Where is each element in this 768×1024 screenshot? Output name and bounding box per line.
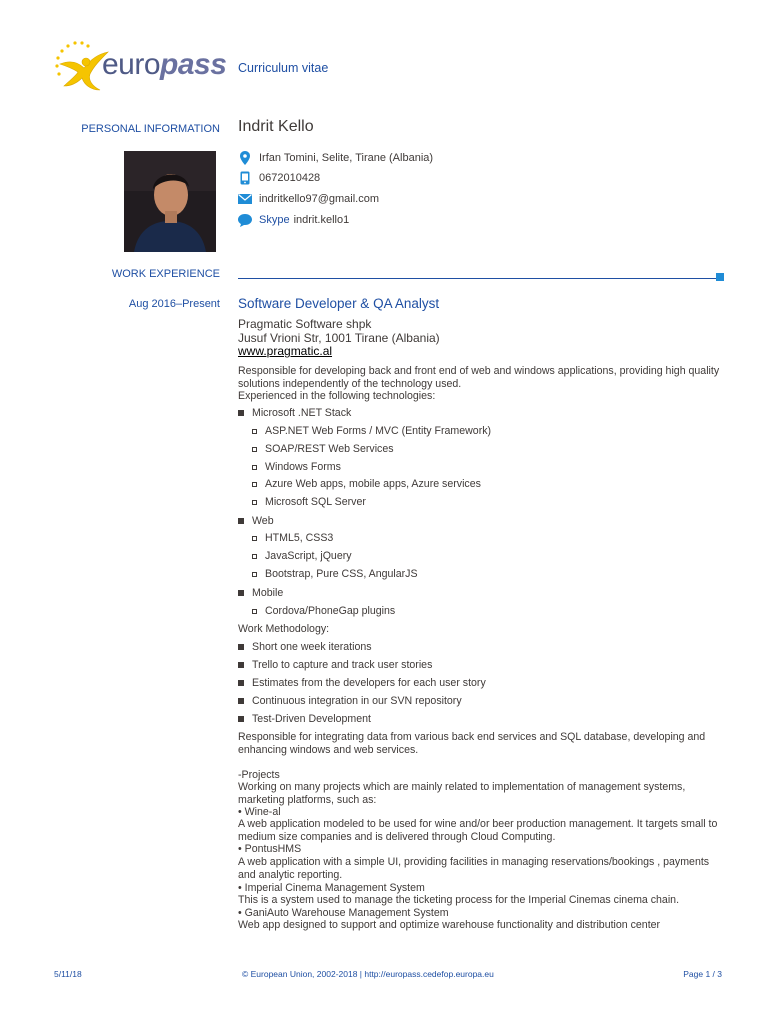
tech-group [238, 515, 274, 528]
hollow-square-bullet-icon [252, 536, 257, 541]
tech-group-label: Microsoft .NET Stack [252, 407, 352, 419]
hollow-square-bullet-icon [252, 482, 257, 487]
tech-item [252, 550, 352, 563]
employer-name: Pragmatic Software shpk [238, 317, 372, 331]
profile-photo [124, 151, 216, 252]
projects-intro: Working on many projects which are mainly related to implementation of management systems, marketing platforms, such as: [238, 781, 686, 806]
methodology-item-label: Continuous integration in our SVN repository [252, 695, 462, 707]
email-envelope-icon [238, 192, 252, 206]
person-name: Indrit Kello [238, 118, 314, 135]
job-intro-technologies: Experienced in the following technologies: [238, 390, 436, 402]
methodology-item-label: Short one week iterations [252, 641, 372, 653]
tech-item-label: Bootstrap, Pure CSS, AngularJS [265, 568, 418, 580]
tech-item [252, 443, 394, 456]
methodology-item [238, 659, 432, 672]
tech-item [252, 425, 491, 438]
methodology-item-label: Test-Driven Development [252, 713, 371, 725]
chat-bubble-icon [238, 213, 252, 227]
tech-group [238, 407, 351, 420]
integration-paragraph: Responsible for integrating data from various back end services and SQL database, developing and enhancing windows and web services. [238, 731, 706, 756]
logo-word-euro: euro [102, 48, 161, 81]
project-name: • PontusHMS [238, 843, 302, 855]
address-line [238, 150, 433, 166]
phone-text: 0672010428 [259, 172, 321, 184]
work-experience-label: WORK EXPERIENCE [111, 268, 220, 280]
hollow-square-bullet-icon [252, 554, 257, 559]
footer-page-number: Page 1 / 3 [683, 969, 722, 979]
tech-item [252, 605, 395, 618]
filled-square-bullet-icon [238, 518, 244, 524]
profile-photo-image [124, 151, 216, 252]
methodology-item [238, 695, 462, 708]
tech-item-label: JavaScript, jQuery [265, 550, 352, 562]
logo-word-pass: pass [160, 48, 227, 81]
project-name: • GaniAuto Warehouse Management System [238, 907, 449, 919]
hollow-square-bullet-icon [252, 609, 257, 614]
job-date-range: Aug 2016–Present [128, 298, 220, 310]
project-name: • Wine-al [238, 806, 281, 818]
address-text: Irfan Tomini, Selite, Tirane (Albania) [259, 152, 434, 164]
skype-line [238, 212, 349, 228]
email-text[interactable]: indritkello97@gmail.com [259, 193, 379, 205]
filled-square-bullet-icon [238, 698, 244, 704]
tech-group [238, 587, 283, 600]
location-pin-icon [238, 151, 252, 165]
tech-item [252, 532, 333, 545]
tech-item-label: Windows Forms [265, 461, 341, 473]
methodology-item [238, 677, 486, 690]
project-description: Web app designed to support and optimize warehouse functionality and distribution center [238, 919, 661, 931]
document-title: Curriculum vitae [238, 61, 329, 75]
projects-label: -Projects [238, 769, 280, 781]
filled-square-bullet-icon [238, 680, 244, 686]
tech-item-label: SOAP/REST Web Services [265, 443, 394, 455]
hollow-square-bullet-icon [252, 447, 257, 452]
job-title: Software Developer & QA Analyst [238, 296, 440, 311]
hollow-square-bullet-icon [252, 465, 257, 470]
employer-address: Jusuf Vrioni Str, 1001 Tirane (Albania) [238, 331, 440, 345]
tech-item-label: Azure Web apps, mobile apps, Azure services [265, 478, 481, 490]
tech-item [252, 461, 341, 474]
hollow-square-bullet-icon [252, 572, 257, 577]
filled-square-bullet-icon [238, 644, 244, 650]
filled-square-bullet-icon [238, 662, 244, 668]
tech-item [252, 496, 366, 509]
filled-square-bullet-icon [238, 590, 244, 596]
project-description: A web application modeled to be used for wine and/or beer production management. It targets small to medium size companies and is delivered through Cloud Computing. [238, 818, 718, 843]
section-divider [238, 278, 716, 279]
employer-block [238, 317, 440, 345]
tech-group-label: Mobile [252, 587, 284, 599]
methodology-item [238, 713, 371, 726]
email-line [238, 191, 379, 207]
section-divider-marker [716, 273, 724, 281]
tech-item [252, 568, 418, 581]
employer-website-link[interactable]: www.pragmatic.al [238, 344, 333, 358]
tech-item-label: HTML5, CSS3 [265, 532, 334, 544]
tech-group-label: Web [252, 515, 274, 527]
skype-id: indrit.kello1 [293, 214, 350, 226]
logo-wordmark [102, 48, 226, 82]
methodology-item-label: Trello to capture and track user stories [252, 659, 433, 671]
methodology-item-label: Estimates from the developers for each user story [252, 677, 486, 689]
footer-copyright: © European Union, 2002-2018 | http://europass.cedefop.europa.eu [242, 969, 494, 979]
footer-date: 5/11/18 [54, 969, 82, 979]
tech-item-label: ASP.NET Web Forms / MVC (Entity Framework) [265, 425, 492, 437]
project-description: This is a system used to manage the ticketing process for the Imperial Cinemas cinema chain. [238, 894, 680, 906]
methodology-item [238, 641, 372, 654]
hollow-square-bullet-icon [252, 500, 257, 505]
tech-item-label: Microsoft SQL Server [265, 496, 366, 508]
phone-line [238, 170, 320, 186]
filled-square-bullet-icon [238, 716, 244, 722]
mobile-phone-icon [238, 171, 252, 185]
filled-square-bullet-icon [238, 410, 244, 416]
project-description: A web application with a simple UI, providing facilities in managing reservations/bookings , payments and analytic reporting. [238, 856, 710, 881]
skype-label: Skype [259, 214, 290, 226]
personal-information-label: PERSONAL INFORMATION [81, 123, 220, 135]
project-name: • Imperial Cinema Management System [238, 882, 425, 894]
tech-item [252, 478, 481, 491]
hollow-square-bullet-icon [252, 429, 257, 434]
job-intro-paragraph: Responsible for developing back and front end of web and windows applications, providing high quality solutions independently of the technology used. [238, 365, 720, 390]
tech-item-label: Cordova/PhoneGap plugins [265, 605, 396, 617]
methodology-label: Work Methodology: [238, 623, 330, 635]
